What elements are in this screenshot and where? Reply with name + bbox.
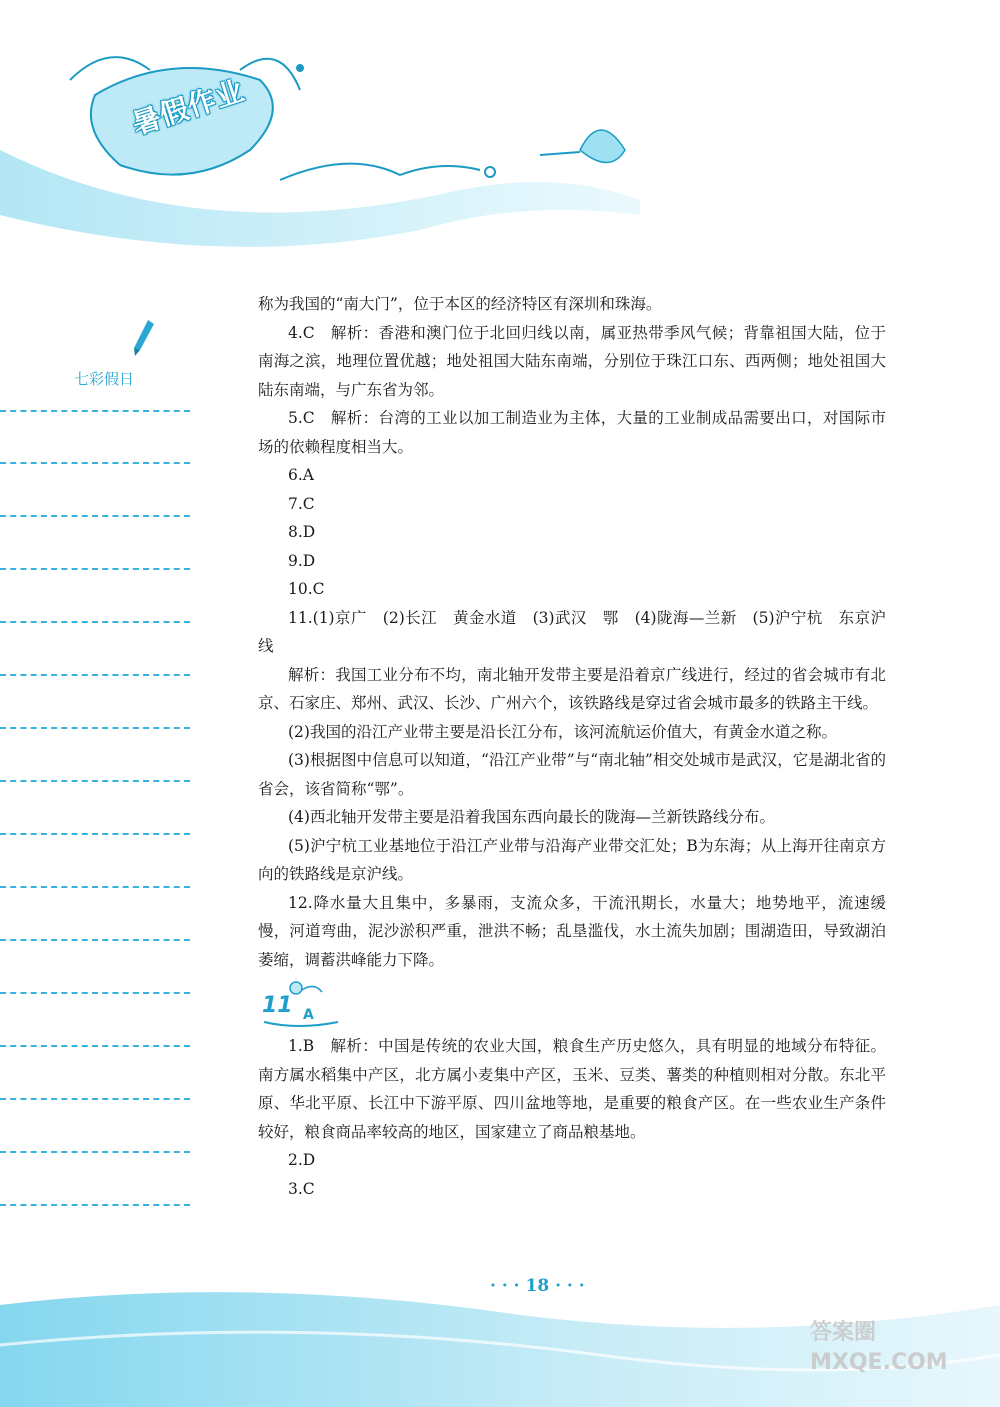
note-line <box>0 621 190 623</box>
paragraph: 7.C <box>288 494 315 513</box>
paragraph: 称为我国的“南大门”，位于本区的经济特区有深圳和珠海。 <box>258 295 662 313</box>
note-line <box>0 515 190 517</box>
note-line <box>0 833 190 835</box>
paragraph: (5)沪宁杭工业基地位于沿江产业带与沿海产业带交汇处；B为东海；从上海开往南京方向的铁路线是京沪线。 <box>258 836 886 883</box>
section-badge <box>258 978 886 1030</box>
paragraph: 6.A <box>288 466 314 484</box>
note-line <box>0 1204 190 1206</box>
paragraph: 4.C 解析：香港和澳门位于北回归线以南，属亚热带季风气候；背靠祖国大陆，位于南海之滨，地理位置优越；地处祖国大陆东南端，分别位于珠江口东、西两侧；地处祖国大陆东南端，与广东省为邻。 <box>258 323 886 399</box>
header-title: 暑假作业 <box>128 73 249 142</box>
pen-icon <box>128 318 158 358</box>
note-line <box>0 780 190 782</box>
watermark-text: 答案圈 MXQE.COM <box>810 1320 948 1375</box>
paragraph: 5.C 解析：台湾的工业以加工制造业为主体，大量的工业制成品需要出口，对国际市场的依赖程度相当大。 <box>258 409 886 456</box>
note-line <box>0 410 190 412</box>
paragraph: 解析：我国工业分布不均，南北轴开发带主要是沿着京广线进行，经过的省会城市有北京、石家庄、郑州、武汉、长沙、广州六个，该铁路线是穿过省会城市最多的铁路主干线。 <box>258 665 886 712</box>
paragraph: 3.C <box>288 1179 315 1198</box>
page-number: · · · 18 · · · <box>490 1276 585 1296</box>
note-line <box>0 939 190 941</box>
paragraph: 11.(1)京广 (2)长江 黄金水道 (3)武汉 鄂 (4)陇海—兰新 (5)沪宁杭 东京沪线 <box>258 608 886 655</box>
paragraph: 9.D <box>288 551 316 570</box>
section-letter: A <box>303 1007 314 1023</box>
note-line <box>0 1098 190 1100</box>
note-line <box>0 886 190 888</box>
sidebar <box>0 310 200 1250</box>
note-line <box>0 1151 190 1153</box>
note-line <box>0 727 190 729</box>
note-line <box>0 568 190 570</box>
note-line <box>0 462 190 464</box>
answer-content <box>258 290 886 1203</box>
sidebar-label: 七彩假日 <box>74 370 135 388</box>
note-line <box>0 1045 190 1047</box>
paragraph: (3)根据图中信息可以知道，“沿江产业带”与“南北轴”相交处城市是武汉，它是湖北省的省会，该省简称“鄂”。 <box>258 751 886 798</box>
paragraph: 8.D <box>288 523 316 541</box>
paragraph: (2)我国的沿江产业带主要是沿长江分布，该河流航运价值大，有黄金水道之称。 <box>288 722 837 741</box>
paragraph: 1.B 解析：中国是传统的农业大国，粮食生产历史悠久，具有明显的地域分布特征。南方属水稻集中产区，北方属小麦集中产区，玉米、豆类、薯类的种植则相对分散。东北平原、华北平原、长江中下游平原、四川盆地等地，是重要的粮食产区。在一些农业生产条件较好，粮食商品率较高的地区，国家建立了商品粮基地。 <box>258 1037 886 1141</box>
note-line <box>0 992 190 994</box>
note-line <box>0 674 190 676</box>
section-number: 11 <box>262 993 293 1018</box>
paragraph: 2.D <box>288 1151 316 1169</box>
paragraph: 12.降水量大且集中，多暴雨，支流众多，干流汛期长，水量大；地势地平，流速缓慢，河道弯曲，泥沙淤积严重，泄洪不畅；乱垦滥伐，水土流失加剧；围湖造田，导致湖泊萎缩，调蓄洪峰能力下降。 <box>258 893 886 969</box>
paragraph: 10.C <box>288 580 325 598</box>
paragraph: (4)西北轴开发带主要是沿着我国东西向最长的陇海—兰新铁路线分布。 <box>288 808 775 826</box>
